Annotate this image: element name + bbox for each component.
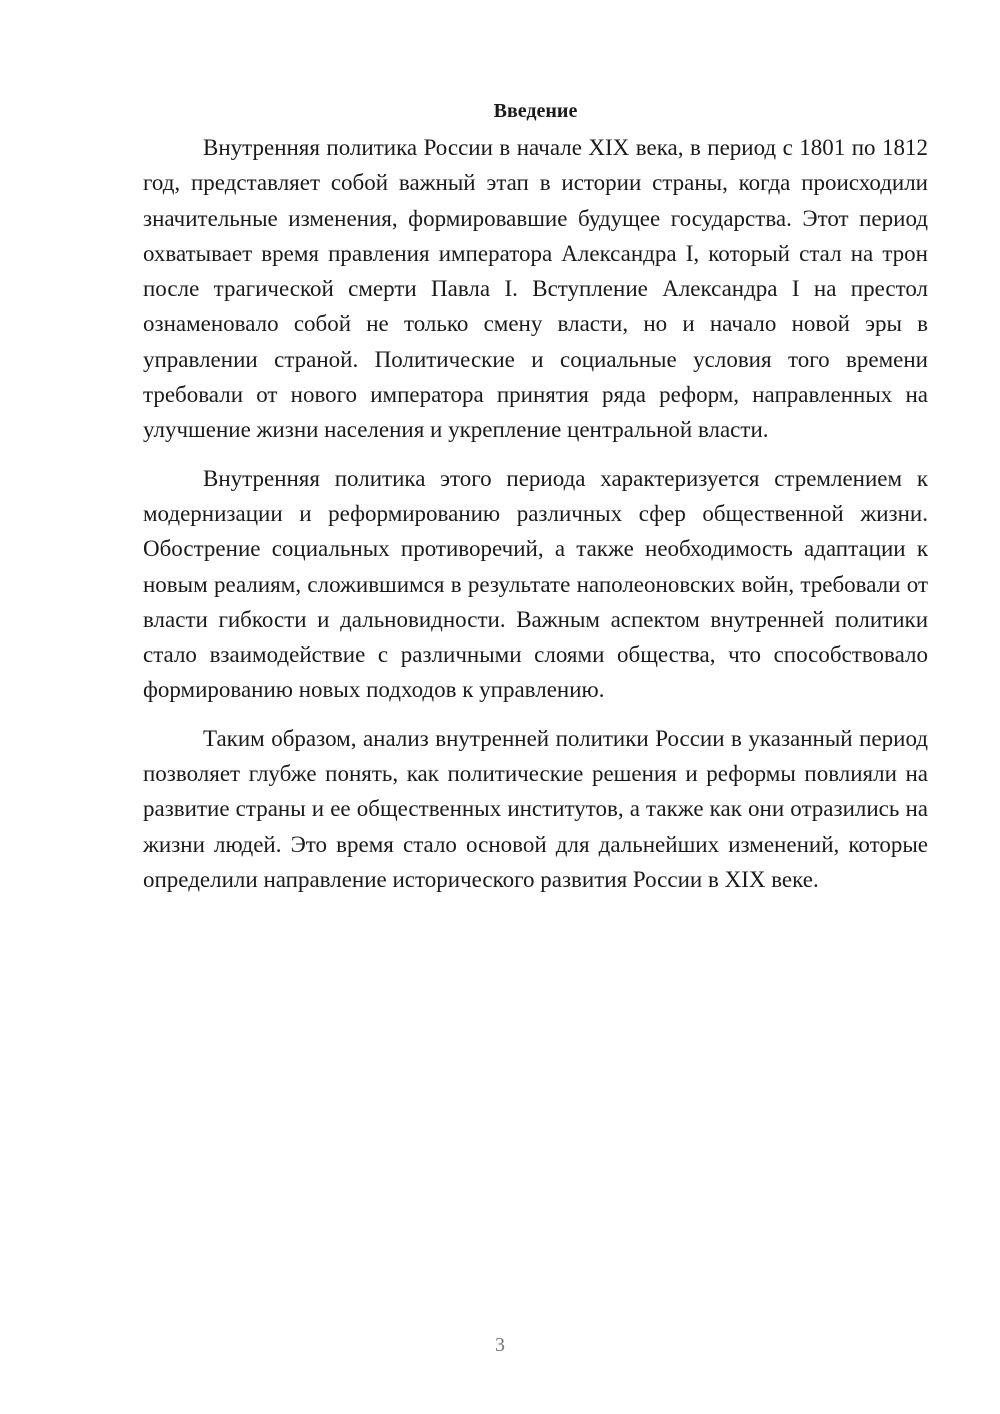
page-number: 3 xyxy=(495,1334,505,1356)
paragraph-3: Таким образом, анализ внутренней политики России в указанный период позволяет глубже понять, как политические решения и реформы повлияли на развитие страны и ее общественных институтов, а также как они отразились на жизни людей. Это время стало основой для дальнейших изменений, которые определили направление исторического развития России в XIX веке. xyxy=(143,725,928,892)
paragraph-1: Внутренняя политика России в начале XIX века, в период с 1801 по 1812 год, представляет собой важный этап в истории страны, когда происходили значительные изменения, формировавшие будущее государства. Этот период охватывает время правления императора Александра I, который стал на трон после трагической смерти Павла I. Вступление Александра I на престол ознаменовало собой не только смену власти, но и начало новой эры в управлении страной. Политические и социальные условия того времени требовали от нового императора принятия ряда реформ, направленных на улучшение жизни населения и укрепление центральной власти. xyxy=(143,135,928,443)
page-content xyxy=(143,96,928,910)
paragraph-2: Внутренняя политика этого периода характеризуется стремлением к модернизации и реформированию различных сфер общественной жизни. Обострение социальных противоречий, а также необходимость адаптации к новым реалиям, сложившимся в результате наполеоновских войн, требовали от власти гибкости и дальновидности. Важным аспектом внутренней политики стало взаимодействие с различными слоями общества, что способствовало формированию новых подходов к управлению. xyxy=(143,465,928,703)
section-title: Введение xyxy=(493,100,578,122)
